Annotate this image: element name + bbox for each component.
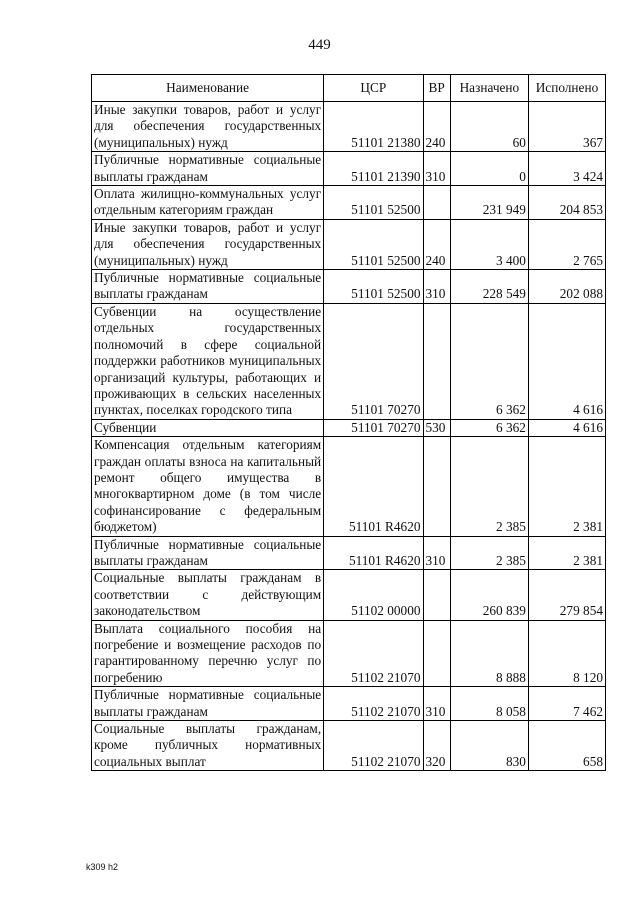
table-row	[92, 270, 606, 304]
header-csr: ЦСР	[324, 75, 423, 102]
cell-vr: 320	[423, 721, 450, 771]
table-row	[92, 219, 606, 269]
header-vr: ВР	[423, 75, 450, 102]
table-row	[92, 721, 606, 771]
cell-csr: 51101 21380	[324, 102, 423, 152]
cell-csr: 51101 70270	[324, 419, 423, 436]
cell-executed: 3 424	[528, 152, 605, 186]
cell-name: Иные закупки товаров, работ и услуг для обеспечения государственных (муниципальных) нужд	[92, 219, 324, 269]
cell-executed: 204 853	[528, 186, 605, 220]
cell-executed: 202 088	[528, 270, 605, 304]
cell-vr	[423, 570, 450, 620]
cell-vr: 530	[423, 419, 450, 436]
cell-name: Социальные выплаты гражданам в соответствии с действующим законодательством	[92, 570, 324, 620]
cell-name: Публичные нормативные социальные выплаты гражданам	[92, 687, 324, 721]
cell-vr: 310	[423, 152, 450, 186]
cell-csr: 51102 21070	[324, 687, 423, 721]
cell-csr: 51101 52500	[324, 186, 423, 220]
table-row	[92, 102, 606, 152]
table-row	[92, 186, 606, 220]
table-header-row	[92, 75, 606, 102]
header-name: Наименование	[92, 75, 324, 102]
cell-vr: 310	[423, 536, 450, 570]
cell-name: Публичные нормативные социальные выплаты гражданам	[92, 536, 324, 570]
cell-vr	[423, 186, 450, 220]
table-row	[92, 570, 606, 620]
cell-name: Иные закупки товаров, работ и услуг для обеспечения государственных (муниципальных) нужд	[92, 102, 324, 152]
cell-csr: 51101 70270	[324, 303, 423, 419]
cell-executed: 2 765	[528, 219, 605, 269]
cell-executed: 4 616	[528, 419, 605, 436]
cell-planned: 8 058	[450, 687, 528, 721]
cell-csr: 51102 00000	[324, 570, 423, 620]
cell-vr: 240	[423, 219, 450, 269]
cell-planned: 2 385	[450, 437, 528, 536]
cell-name: Субвенции	[92, 419, 324, 436]
cell-planned: 2 385	[450, 536, 528, 570]
cell-csr: 51101 21390	[324, 152, 423, 186]
cell-executed: 7 462	[528, 687, 605, 721]
table-row	[92, 687, 606, 721]
cell-vr: 310	[423, 270, 450, 304]
cell-vr	[423, 437, 450, 536]
budget-table	[91, 74, 606, 771]
cell-planned: 6 362	[450, 303, 528, 419]
table-row	[92, 536, 606, 570]
cell-planned: 260 839	[450, 570, 528, 620]
cell-vr: 240	[423, 102, 450, 152]
cell-executed: 2 381	[528, 437, 605, 536]
cell-name: Публичные нормативные социальные выплаты гражданам	[92, 270, 324, 304]
table-row	[92, 620, 606, 687]
header-planned: Назначено	[450, 75, 528, 102]
cell-planned: 228 549	[450, 270, 528, 304]
cell-name: Компенсация отдельным категориям граждан оплаты взноса на капитальный ремонт общего имущества в многоквартирном доме (в том числе софинансирование с федеральным бюджетом)	[92, 437, 324, 536]
cell-csr: 51101 R4620	[324, 536, 423, 570]
table-body	[92, 102, 606, 771]
table-row	[92, 419, 606, 436]
cell-executed: 279 854	[528, 570, 605, 620]
cell-executed: 4 616	[528, 303, 605, 419]
cell-name: Оплата жилищно-коммунальных услуг отдельным категориям граждан	[92, 186, 324, 220]
header-executed: Исполнено	[528, 75, 605, 102]
cell-planned: 231 949	[450, 186, 528, 220]
cell-executed: 367	[528, 102, 605, 152]
cell-executed: 8 120	[528, 620, 605, 687]
page-number: 449	[308, 37, 331, 53]
cell-executed: 658	[528, 721, 605, 771]
cell-csr: 51101 52500	[324, 219, 423, 269]
cell-csr: 51101 52500	[324, 270, 423, 304]
cell-planned: 60	[450, 102, 528, 152]
table-row	[92, 303, 606, 419]
cell-vr	[423, 303, 450, 419]
cell-planned: 3 400	[450, 219, 528, 269]
cell-csr: 51102 21070	[324, 721, 423, 771]
cell-csr: 51101 R4620	[324, 437, 423, 536]
cell-name: Субвенции на осуществление отдельных государственных полномочий в сфере социальной поддержки работников муниципальных организаций культуры, работающих и проживающих в сельских населенных пунктах, поселках городского типа	[92, 303, 324, 419]
cell-csr: 51102 21070	[324, 620, 423, 687]
cell-vr: 310	[423, 687, 450, 721]
cell-planned: 830	[450, 721, 528, 771]
cell-planned: 0	[450, 152, 528, 186]
table-row	[92, 152, 606, 186]
table-row	[92, 437, 606, 536]
cell-name: Выплата социального пособия на погребение и возмещение расходов по гарантированному перечню услуг по погребению	[92, 620, 324, 687]
cell-name: Социальные выплаты гражданам, кроме публичных нормативных социальных выплат	[92, 721, 324, 771]
cell-name: Публичные нормативные социальные выплаты гражданам	[92, 152, 324, 186]
cell-planned: 6 362	[450, 419, 528, 436]
cell-planned: 8 888	[450, 620, 528, 687]
footer-code: k309 h2	[86, 862, 119, 872]
cell-executed: 2 381	[528, 536, 605, 570]
cell-vr	[423, 620, 450, 687]
